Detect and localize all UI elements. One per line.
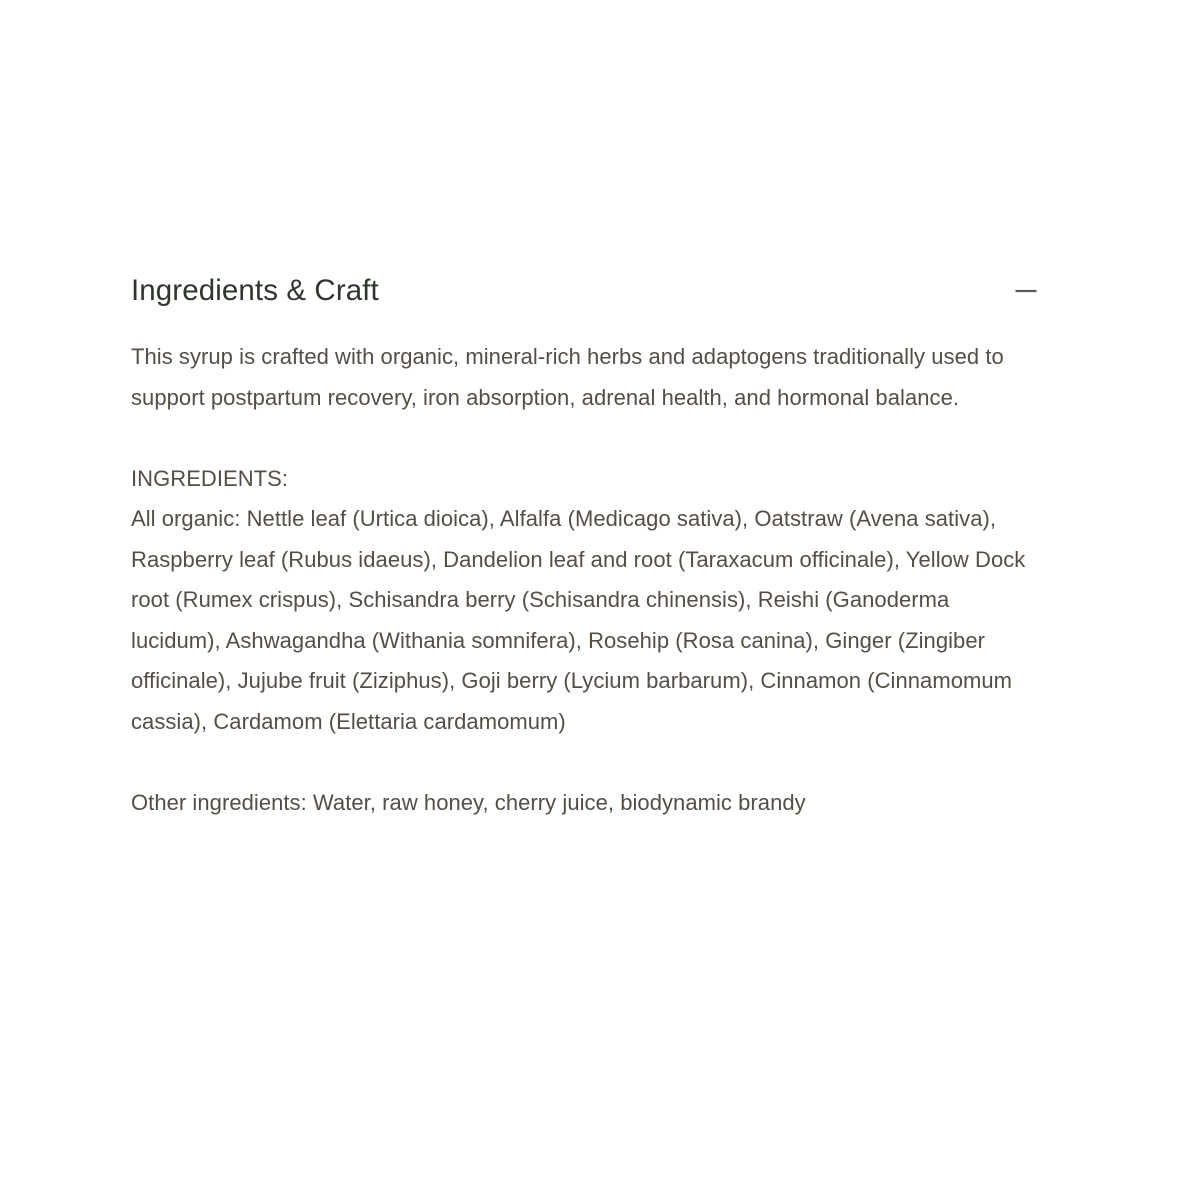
accordion-title: Ingredients & Craft xyxy=(131,274,379,308)
accordion-body xyxy=(131,320,1039,823)
accordion-header-ingredients-craft[interactable] xyxy=(131,262,1039,320)
ingredients-block xyxy=(131,459,1039,743)
ingredients-label: INGREDIENTS: xyxy=(131,465,289,491)
ingredients-list: All organic: Nettle leaf (Urtica dioica), Alfalfa (Medicago sativa), Oatstraw (Avena sativa), Raspberry leaf (Rubus idaeus), Dandelion leaf and root (Taraxacum officinale), Yellow Dock root (Rumex crispus), Schisandra berry (Schisandra chinensis), Reishi (Ganoderma lucidum), Ashwagandha (Withania somnifera), Rosehip (Rosa canina), Ginger (Zingiber officinale), Jujube fruit (Ziziphus), Goji berry (Lycium barbarum), Cinnamon (Cinnamomum cassia), Cardamom (Elettaria cardamomum) xyxy=(131,506,1026,734)
intro-paragraph: This syrup is crafted with organic, mineral-rich herbs and adaptogens traditionally used to support postpartum recovery, iron absorption, adrenal health, and hormonal balance. xyxy=(131,344,1010,410)
paragraph-spacer-2 xyxy=(131,742,1039,783)
other-ingredients-paragraph: Other ingredients: Water, raw honey, cherry juice, biodynamic brandy xyxy=(131,789,806,815)
minus-icon[interactable] xyxy=(1015,280,1037,302)
accordion-panel-ingredients-craft xyxy=(131,262,1039,823)
paragraph-spacer xyxy=(131,418,1039,459)
